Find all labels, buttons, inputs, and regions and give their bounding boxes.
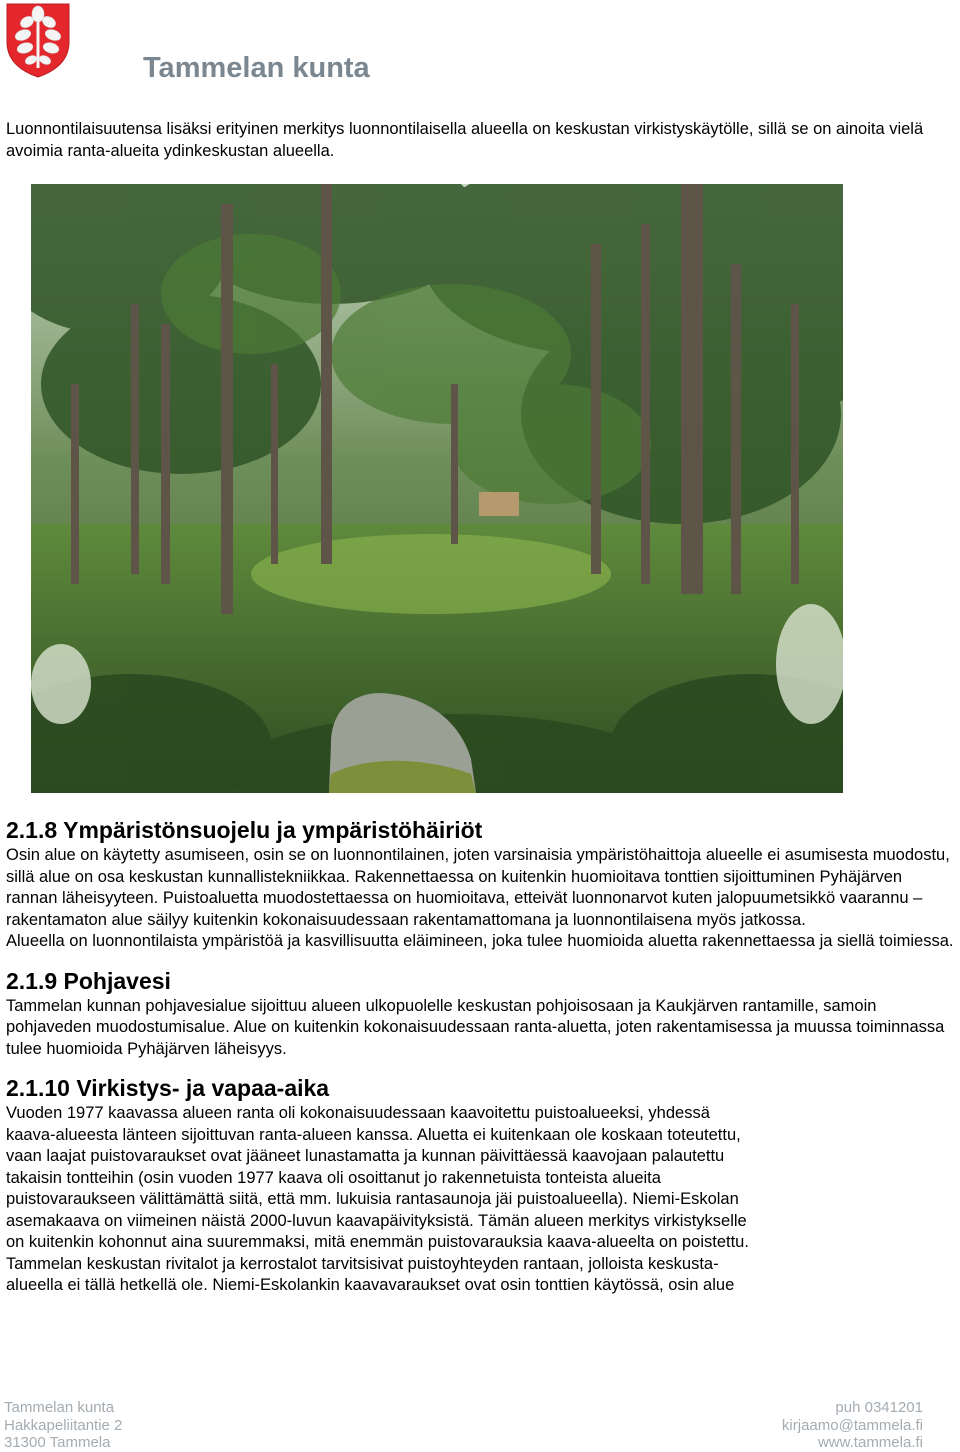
text-line: Tammelan keskustan rivitalot ja kerrostalot tarvitsisivat puistoyhteyden rantaan, jolloista keskusta- xyxy=(6,1254,719,1273)
section-heading: 2.1.8 Ympäristönsuojelu ja ympäristöhäiriöt xyxy=(6,817,483,843)
text-line: puistovaraukseen välittämättä siitä, että mm. lukuisia rantasaunoja jäi puistoalueella). Niemi-Eskolan xyxy=(6,1190,739,1208)
footer-org: Tammelan kunta xyxy=(4,1399,115,1416)
paragraph: Tammelan kunnan pohjavesialue sijoittuu alueen ulkopuolelle keskustan pohjoisosaan ja Kaukjärven rantamille, samoin pohjaveden muodostumisalue. Alue on kuitenkin kokonaisuudessaan ranta-aluetta, joten rakentamisessa ja muussa toiminnassa tulee huomioida Pyhäjärven läheisyys. xyxy=(6,996,945,1058)
section-heading: 2.1.9 Pohjavesi xyxy=(6,967,171,994)
text-line: asemakaava on viimeinen näistä 2000-luvun kaavapäivityksistä. Tämän alueen merkitys virkistykselle xyxy=(6,1211,747,1230)
section-heading: 2.1.10 Virkistys- ja vapaa-aika xyxy=(6,1075,330,1101)
document-body xyxy=(6,815,958,1297)
text-line: alueella ei tällä hetkellä ole. Niemi-Eskolankin kaavavaraukset ovat osin tonttien käytössä, osin alue xyxy=(6,1276,735,1294)
municipality-title: Tammelan kunta xyxy=(143,52,370,84)
footer-phone: puh 0341201 xyxy=(835,1399,923,1416)
text-line: on kuitenkin kohonnut aina suuremmaksi, mitä enemmän puistovarauksia kaava-alueelta on poistettu. xyxy=(6,1233,749,1251)
footer-street: Hakkapeliitantie 2 xyxy=(4,1416,123,1434)
text-line: vaan laajat puistovaraukset ovat jääneet lunastamatta ja kunnan päivittäessä kaavojaan palautettu xyxy=(6,1147,725,1165)
text-line: Vuoden 1977 kaavassa alueen ranta oli kokonaisuudessaan kaavoitettu puistoalueeksi, yhdessä xyxy=(6,1104,710,1122)
footer-postal: 31300 Tammela xyxy=(4,1434,111,1451)
paragraph: Osin alue on käytetty asumiseen, osin se on luonnontilainen, joten varsinaisia ympäristöhaittoja alueelle ei asumisesta muodostu, sillä alue on osa keskustan kunnallistekniikkaa. Rakennettaessa on kuitenkin huomioitava tonttien sijoittuminen Pyhäjärven rannan läheisyyteen. Puistoaluetta muodostettaessa on huomioitava, etteivät luonnonarvot kuten jalopuumetsikkö vaarannu – rakentamaton alue säilyy kuitenkin kokonaisuudessaan rakentamattomana ja luonnontilaisena myös jatkossa. xyxy=(6,846,950,929)
footer-web: www.tammela.fi xyxy=(817,1434,923,1451)
footer-email: kirjaamo@tammela.fi xyxy=(781,1416,923,1434)
municipal-crest-logo xyxy=(5,2,71,78)
paragraph: Alueella on luonnontilaista ympäristöä ja kasvillisuutta eläimineen, joka tulee huomioida aluetta rakennettaessa ja siellä toimiessa. xyxy=(6,932,954,950)
text-line: kaava-alueesta länteen sijoittuvan ranta-alueen kanssa. Aluetta ei kuitenkaan ole koskaan toteutettu, xyxy=(6,1125,741,1144)
intro-paragraph: Luonnontilaisuutensa lisäksi erityinen merkitys luonnontilaisella alueella on keskustan virkistyskäytölle, sillä se on ainoita vielä avoimia ranta-alueita ydinkeskustan alueella. xyxy=(6,120,924,160)
footer-address xyxy=(4,1399,122,1452)
forest-photo xyxy=(31,184,843,793)
footer-contact xyxy=(782,1399,923,1452)
text-line: takaisin tontteihin (osin vuoden 1977 kaava oli osoittanut jo rakennetuista tonteista alueita xyxy=(6,1168,661,1187)
